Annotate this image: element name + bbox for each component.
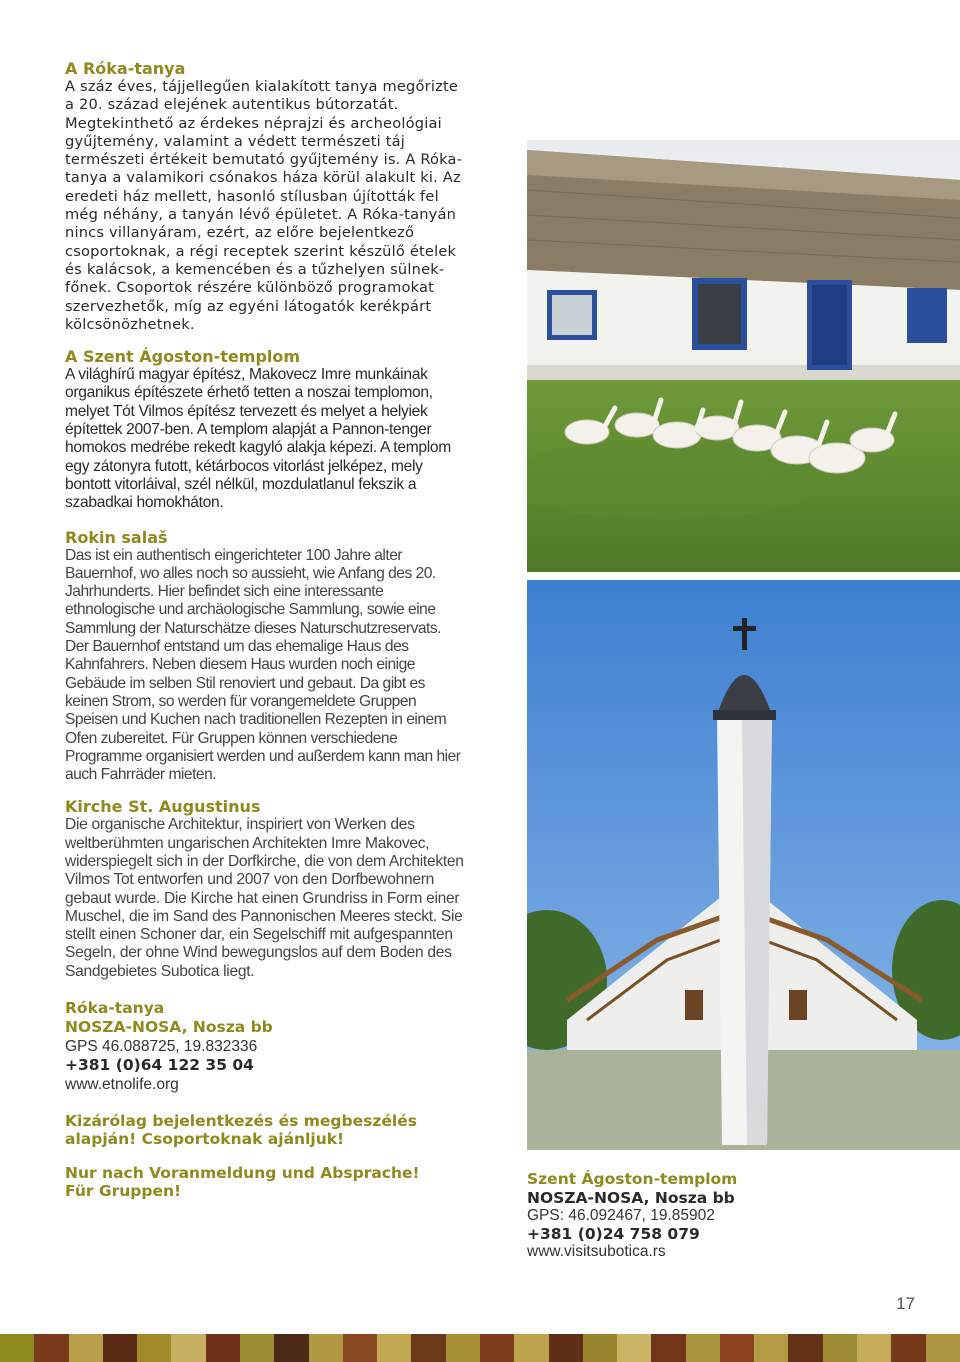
strip-segment (583, 1334, 617, 1362)
hu-roka-title: A Róka-tanya (65, 59, 186, 78)
strip-segment (857, 1334, 891, 1362)
strip-segment (891, 1334, 925, 1362)
hu-booking-note (65, 1112, 465, 1148)
strip-segment (137, 1334, 171, 1362)
de-roka-section (65, 529, 465, 785)
decorative-color-strip (0, 1334, 960, 1362)
strip-segment (617, 1334, 651, 1362)
page-number: 17 (896, 1294, 915, 1313)
strip-segment (788, 1334, 822, 1362)
roka-contact-name: Róka-tanya (65, 999, 165, 1018)
left-column (65, 60, 465, 1200)
strip-segment (343, 1334, 377, 1362)
strip-segment (103, 1334, 137, 1362)
hu-note-line2: alapján! Csoportoknak ajánljuk! (65, 1130, 345, 1149)
strip-segment (549, 1334, 583, 1362)
de-note-line1: Nur nach Voranmeldung und Absprache! (65, 1164, 420, 1183)
church-contact (527, 1170, 947, 1261)
hu-roka-text: A száz éves, tájjellegűen kialakított tanya megőrizte a 20. század elejének autentikus bútorzatát. Megtekinthető az érdekes néprajzi és archeológiai gyűjtemény, valamint a védett természeti táj természeti értékeit bemutató gyűjtemény is. A Róka-tanya a valamikori csónakos háza körül alakult ki. Az eredeti ház mellett, hasonló stílusban újították fel még néhány, a tanyán lévő épületet. A Róka-tanyán nincs villanyáram, ezért, az előre bejelentkező csoportoknak, a régi receptek szerint készülő ételek és kalácsok, a kemencében és a tűzhelyen sülnek-főnek. Csoportok részére különböző programokat szervezhetők, míg az egyéni látogatók kerékpárt kölcsönözhetnek. (65, 78, 463, 333)
strip-segment (411, 1334, 445, 1362)
strip-segment (754, 1334, 788, 1362)
strip-segment (377, 1334, 411, 1362)
strip-segment (720, 1334, 754, 1362)
de-note-line2: Für Gruppen! (65, 1182, 182, 1201)
strip-segment (274, 1334, 308, 1362)
strip-segment (823, 1334, 857, 1362)
hu-church-section (65, 348, 465, 512)
roka-contact-phone: +381 (0)64 122 35 04 (65, 1056, 254, 1075)
church-contact-name: Szent Ágoston-templom (527, 1170, 738, 1188)
strip-segment (69, 1334, 103, 1362)
strip-segment (446, 1334, 480, 1362)
de-church-section (65, 798, 465, 981)
church-contact-org: NOSZA-NOSA, Nosza bb (527, 1189, 735, 1207)
de-church-title: Kirche St. Augustinus (65, 797, 261, 817)
strip-segment (240, 1334, 274, 1362)
de-roka-text: Das ist ein authentisch eingerichteter 100 Jahre alter Bauernhof, wo alles noch so aussieht, wie Anfang des 20. Jahrhunderts. Hier befindet sich eine interessante ethnologische und archäologische Sammlung, sowie eine Sammlung der Naturschätze dieses Naturschutzreservats. Der Bauernhof entstand um das ehemalige Haus des Kahnfahrers. Neben diesem Haus wurden noch einige Gebäude im selben Stil renoviert und gebaut. Da gibt es keinen Strom, so werden für vorangemeldete Gruppen Speisen und Kuchen nach traditionellen Rezepten in einem Ofen zubereitet. Für Gruppen können verschiedene Programme organisiert werden und außerdem kann man hier auch Fahrräder mieten. (65, 546, 461, 784)
strip-segment (309, 1334, 343, 1362)
strip-segment (34, 1334, 68, 1362)
hu-church-title: A Szent Ágoston-templom (65, 347, 301, 367)
farmhouse-photo (527, 140, 960, 572)
hu-roka-section (65, 60, 465, 334)
strip-segment (651, 1334, 685, 1362)
roka-contact (65, 999, 465, 1094)
strip-segment (480, 1334, 514, 1362)
church-photo (527, 580, 960, 1150)
church-contact-gps: GPS: 46.092467, 19.85902 (527, 1207, 715, 1224)
strip-segment (514, 1334, 548, 1362)
strip-segment (926, 1334, 960, 1362)
church-contact-web[interactable]: www.visitsubotica.rs (527, 1243, 666, 1260)
strip-segment (0, 1334, 34, 1362)
roka-contact-gps: GPS 46.088725, 19.832336 (65, 1038, 258, 1056)
roka-contact-web[interactable]: www.etnolife.org (65, 1076, 179, 1094)
de-roka-title: Rokin salaš (65, 527, 168, 547)
de-booking-note (65, 1164, 465, 1200)
de-church-text: Die organische Architektur, inspiriert von Werken des weltberühmten ungarischen Architekten Imre Makovec, widerspiegelt sich in der Dorfkirche, die von dem Architekten Vilmos Tot entworfen und 2007 von den Dorfbewohnern gebaut wurde. Die Kirche hat einen Grundriss in Form einer Muschel, die im Sand des Pannonischen Meeres steckt. Sie stellt einen Schoner dar, ein Segelschiff mit aufgespannten Segeln, der ohne Wind bewegungslos auf dem Boden des Sandgebietes Subotica liegt. (65, 816, 464, 980)
strip-segment (686, 1334, 720, 1362)
hu-note-line1: Kizárólag bejelentkezés és megbeszélés (65, 1112, 417, 1131)
strip-segment (171, 1334, 205, 1362)
hu-church-text: A világhírű magyar építész, Makovecz Imre munkáinak organikus építészete érhető tetten a noszai templomon, melyet Tót Vilmos építész tervezett és melyet a helyiek építettek 2007-ben. A templom alapját a Pannon-tenger homokos medrébe rekedt kagyló alakja képezi. A templom egy zátonyra futott, kétárbocos vitorlást jelképez, mely bontott vitorláival, szél nélkül, mozdulatlanul fekszik a szabadkai homokháton. (65, 366, 451, 512)
church-contact-phone: +381 (0)24 758 079 (527, 1225, 700, 1243)
strip-segment (206, 1334, 240, 1362)
roka-contact-org: NOSZA-NOSA, Nosza bb (65, 1018, 273, 1037)
